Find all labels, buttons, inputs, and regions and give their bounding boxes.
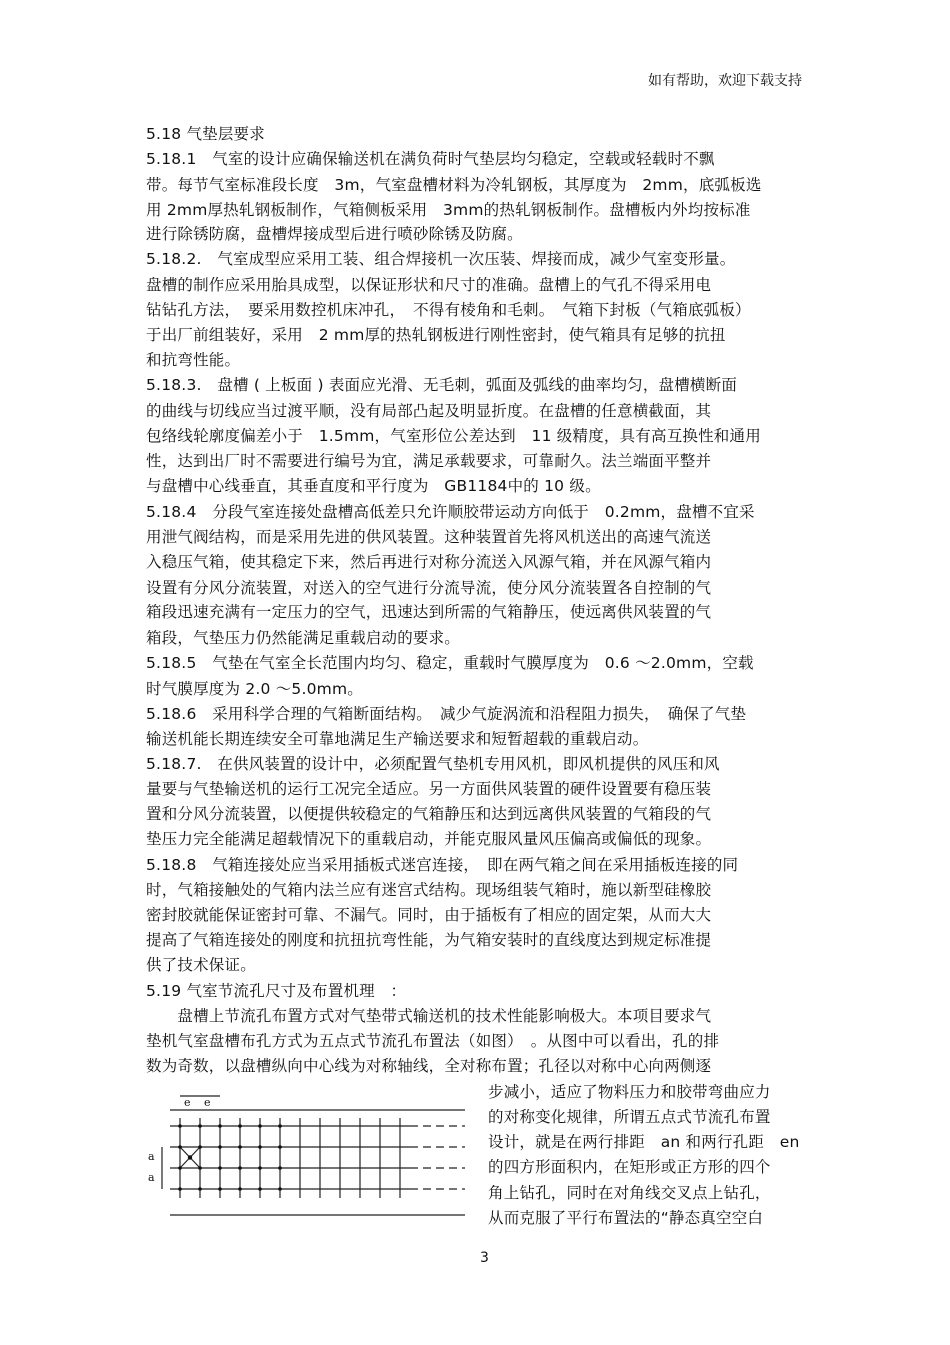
text-line: 的对称变化规律，所谓五点式节流孔布置 (488, 1108, 771, 1126)
text-line: 5.18.7. 在供风装置的设计中，必须配置气垫机专用风机，即风机提供的风压和风 (146, 755, 720, 773)
text-line: 垫压力完全能满足超载情况下的重载启动，并能克服风量风压偏高或偏低的现象。 (146, 830, 712, 848)
hole (218, 1145, 222, 1149)
text-line: 箱段，气垫压力仍然能满足重载启动的要求。 (146, 629, 461, 647)
text-line: 用泄气阀结构，而是采用先进的供风装置。这种装置首先将风机送出的高速气流送 (146, 528, 712, 546)
text-line: 用 2mm厚热轧钢板制作，气箱侧板采用 3mm的热轧钢板制作。盘槽板内外均按标准 (146, 201, 751, 219)
text-line: 于出厂前组装好，采用 2 mm厚的热轧钢板进行刚性密封，使气箱具有足够的抗扭 (146, 326, 726, 344)
text-line: 带。每节气室标准段长度 3m，气室盘槽材料为冷轧钢板，其厚度为 2mm，底弧板选 (146, 176, 762, 194)
page-number: 3 (480, 1250, 489, 1266)
hole (278, 1124, 282, 1128)
text-line: 5.18.4 分段气室连接处盘槽高低差只允许顺胶带运动方向低于 0.2mm，盘槽不宜采 (146, 503, 755, 521)
hole (238, 1187, 242, 1191)
hole (278, 1166, 282, 1170)
text-line: 5.18.6 采用科学合理的气箱断面结构。 减少气旋涡流和沿程阻力损失， 确保了气垫 (146, 705, 747, 723)
text-line: 步减小，适应了物料压力和胶带弯曲应力 (488, 1083, 771, 1101)
center-hole (188, 1155, 192, 1159)
text-line: 性，达到出厂时不需要进行编号为宜，满足承载要求，可靠耐久。法兰端面平整并 (146, 452, 712, 470)
hole (218, 1166, 222, 1170)
text-line: 箱段迅速充满有一定压力的空气，迅速达到所需的气箱静压，使远离供风装置的气 (146, 603, 712, 621)
header-note: 如有帮助，欢迎下载支持 (648, 73, 802, 89)
text-line: 的四方形面积内，在矩形或正方形的四个 (488, 1158, 771, 1176)
hole (258, 1145, 262, 1149)
text-line: 数为奇数，以盘槽纵向中心线为对称轴线，全对称布置；孔径以对称中心向两侧逐 (146, 1057, 712, 1075)
text-line: 设置有分风分流装置，对送入的空气进行分流导流，使分风分流装置各自控制的气 (146, 579, 712, 597)
text-line: 垫机气室盘槽布孔方式为五点式节流孔布置法（如图） 。从图中可以看出，孔的排 (146, 1032, 720, 1050)
hole (258, 1187, 262, 1191)
text-line: 时，气箱接触处的气箱内法兰应有迷宫式结构。现场组装气箱时，施以新型硅橡胶 (146, 881, 712, 899)
text-line: 进行除锈防腐，盘槽焊接成型后进行喷砂除锈及防腐。 (146, 225, 523, 243)
hole (238, 1166, 242, 1170)
hole (258, 1166, 262, 1170)
text-line: 置和分风分流装置，以便提供较稳定的气箱静压和达到远离供风装置的气箱段的气 (146, 805, 712, 823)
text-line: 时气膜厚度为 2.0 ～5.0mm。 (146, 680, 363, 698)
text-line: 设计，就是在两行排距 an 和两行孔距 en (488, 1133, 800, 1151)
text-line: 5.18.2. 气室成型应采用工装、组合焊接机一次压装、焊接而成，减少气室变形量。 (146, 250, 736, 268)
dimension-label-e: e (204, 1096, 211, 1109)
hole (258, 1124, 262, 1128)
orifice-layout-diagram (148, 1090, 470, 1220)
hole (178, 1145, 182, 1149)
hole (198, 1124, 202, 1128)
hole (218, 1124, 222, 1128)
text-line: 5.18.1 气室的设计应确保输送机在满负荷时气垫层均匀稳定，空载或轻载时不飘 (146, 150, 715, 168)
hole (238, 1124, 242, 1128)
text-line: 5.18.5 气垫在气室全长范围内均匀、稳定，重载时气膜厚度为 0.6 ～2.0mm，空载 (146, 654, 754, 672)
hole (238, 1145, 242, 1149)
hole (198, 1166, 202, 1170)
text-line: 钻钻孔方法， 要采用数控机床冲孔， 不得有棱角和毛刺。 气箱下封板（气箱底弧板） (146, 301, 751, 319)
text-line: 量要与气垫输送机的运行工况完全适应。另一方面供风装置的硬件设置要有稳压装 (146, 780, 712, 798)
hole (198, 1187, 202, 1191)
hole (178, 1124, 182, 1128)
text-line: 输送机能长期连续安全可靠地满足生产输送要求和短暂超载的重载启动。 (146, 730, 649, 748)
text-line: 从而克服了平行布置法的“静态真空空白 (488, 1209, 764, 1227)
text-line: 供了技术保证。 (146, 956, 256, 974)
text-line: 与盘槽中心线垂直，其垂直度和平行度为 GB1184中的 10 级。 (146, 477, 601, 495)
section-heading: 5.18 气垫层要求 (146, 125, 265, 143)
text-line: 入稳压气箱，使其稳定下来，然后再进行对称分流送入风源气箱，并在风源气箱内 (146, 553, 712, 571)
text-line: 的曲线与切线应当过渡平顺，没有局部凸起及明显折度。在盘槽的任意横截面，其 (146, 402, 712, 420)
text-line: 盘槽的制作应采用胎具成型，以保证形状和尺寸的准确。盘槽上的气孔不得采用电 (146, 276, 712, 294)
hole (178, 1166, 182, 1170)
text-line: 盘槽上节流孔布置方式对气垫带式输送机的技术性能影响极大。本项目要求气 (146, 1007, 712, 1025)
dimension-label-a: a (148, 1171, 155, 1184)
text-line: 5.18.3. 盘槽 ( 上板面 ) 表面应光滑、无毛刺，弧面及弧线的曲率均匀，盘槽横断面 (146, 376, 738, 394)
text-line: 角上钻孔，同时在对角线交叉点上钻孔， (488, 1184, 771, 1202)
hole (178, 1187, 182, 1191)
dimension-label-e: e (184, 1096, 191, 1109)
dimension-label-a: a (148, 1150, 155, 1163)
text-line: 提高了气箱连接处的刚度和抗扭抗弯性能，为气箱安装时的直线度达到规定标准提 (146, 931, 712, 949)
text-line: 包络线轮廓度偏差小于 1.5mm，气室形位公差达到 11 级精度，具有高互换性和通用 (146, 427, 761, 445)
hole (198, 1145, 202, 1149)
hole (278, 1187, 282, 1191)
text-line: 5.18.8 气箱连接处应当采用插板式迷宫连接， 即在两气箱之间在采用插板连接的同 (146, 856, 739, 874)
hole (218, 1187, 222, 1191)
hole (278, 1145, 282, 1149)
section-heading: 5.19 气室节流孔尺寸及布置机理 ： (146, 982, 407, 1000)
text-line: 密封胶就能保证密封可靠、不漏气。同时，由于插板有了相应的固定架，从而大大 (146, 906, 712, 924)
text-line: 和抗弯性能。 (146, 351, 241, 369)
